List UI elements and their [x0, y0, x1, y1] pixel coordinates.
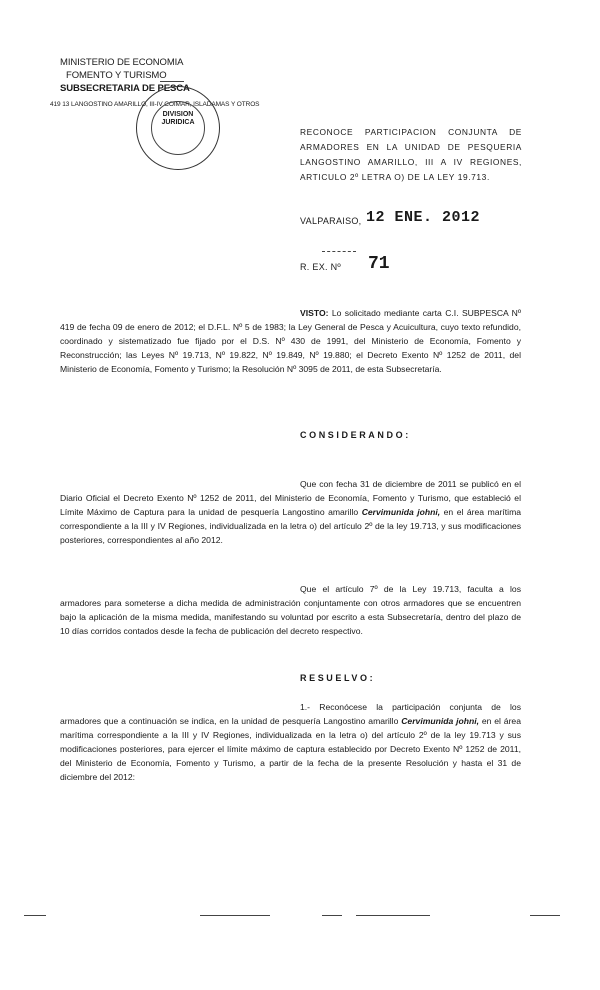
subsecretaria-name: SUBSECRETARIA DE PESCA [60, 83, 190, 94]
file-reference: 419 13 LANGOSTINO AMARILLO, III-IV COIMAR, ISLADAMAS Y OTROS [50, 101, 260, 108]
ministry-name: MINISTERIO DE ECONOMIA [60, 57, 184, 68]
stamp-line-2: JURIDICA [161, 119, 195, 126]
resuelvo-p1-species: Cervimunida johni, [401, 716, 480, 726]
header-scribble-line [160, 81, 184, 82]
stamp-text [137, 111, 219, 127]
ministry-name-2: FOMENTO Y TURISMO [66, 70, 167, 81]
resuelvo-p1-text-a: 1.- Reconócese la participación conjunta de los armadores que a continuación se indica, en la unidad de pesquería Langostino amarillo [60, 702, 521, 726]
footer-line-5 [530, 915, 560, 916]
stamp-line-1: DIVISION [162, 111, 194, 118]
place-city: VALPARAISO, [300, 216, 362, 226]
footer-line-4 [356, 915, 430, 916]
resuelvo-title: RESUELVO: [300, 673, 376, 683]
resolution-date: 12 ENE. 2012 [366, 209, 481, 226]
visto-paragraph [60, 306, 521, 376]
stamp-inner-ring [151, 101, 205, 155]
considerando-paragraph-1 [60, 477, 521, 547]
resuelvo-paragraph-1 [60, 700, 521, 784]
resolution-label: R. EX. Nº [300, 262, 341, 272]
footer-line-3 [322, 915, 342, 916]
considerando-p1-text-a: Que con fecha 31 de diciembre de 2011 se publicó en el Diario Oficial el Decreto Exento Nº 1252 de 2011, del Ministerio de Economía, Fomento y Turismo, que estableció el Límite Máximo de Captura para la unidad de pesquería Langostino amarillo [60, 479, 521, 517]
visto-text: Lo solicitado mediante carta C.I. SUBPESCA Nº 419 de fecha 09 de enero de 2012; el D.F.L. Nº 5 de 1983; la Ley General de Pesca y Acuicultura, cuyo texto refundido, coordinado y sistematizado fue fijado por el D.S. Nº 430 de 1991, del Ministerio de Economía, Fomento y Reconstrucción; las Leyes Nº 19.713, Nº 19.822, Nº 19.849, Nº 19.880; el Decreto Exento Nº 1252 de 2011, del Ministerio de Economía, Fomento y Turismo; la Resolución Nº 3095 de 2011, de esta Subsecretaría. [60, 308, 521, 374]
considerando-title: CONSIDERANDO: [300, 430, 411, 440]
resolution-number: 71 [368, 254, 390, 274]
visto-label: VISTO: [300, 308, 329, 318]
division-juridica-stamp [136, 86, 220, 170]
resolution-subject: RECONOCE PARTICIPACION CONJUNTA DE ARMADORES EN LA UNIDAD DE PESQUERIA LANGOSTINO AMARILLO, III A IV REGIONES, ARTICULO 2º LETRA O) DE LA LEY 19.713. [300, 127, 522, 182]
considerando-paragraph-2: Que el artículo 7º de la Ley 19.713, faculta a los armadores para someterse a dicha medida de administración conjuntamente con otros armadores que se encuentren bajo la aplicación de la misma medida, manifestando su voluntad por escrito a esta Subsecretaría, dentro del plazo de 10 días corridos contados desde la fecha de publicación del decreto respectivo. [60, 584, 521, 636]
number-dash [322, 251, 356, 252]
footer-line-2 [200, 915, 270, 916]
footer-line-1 [24, 915, 46, 916]
considerando-p1-species: Cervimunida johni, [361, 507, 441, 517]
considerando-p1-text-b: en el área marítima correspondiente a la III y IV Regiones, individualizada en la letra o) del artículo 2º de la ley 19.713, y sus modificaciones posteriores, correspondientes al año 2012. [60, 507, 522, 545]
resuelvo-p1-text-b: en el área marítima correspondiente a la III y IV Regiones, individualizada en la letra o) del artículo 2º de la ley 19.713 y sus modificaciones posteriores, para ejercer el límite máximo de captura establecido por Decreto Exento Nº 1252 de 2011, del Ministerio de Economía, Fomento y Turismo, a partir de la fecha de la presente Resolución y hasta el 31 de diciembre del 2012: [60, 716, 521, 782]
